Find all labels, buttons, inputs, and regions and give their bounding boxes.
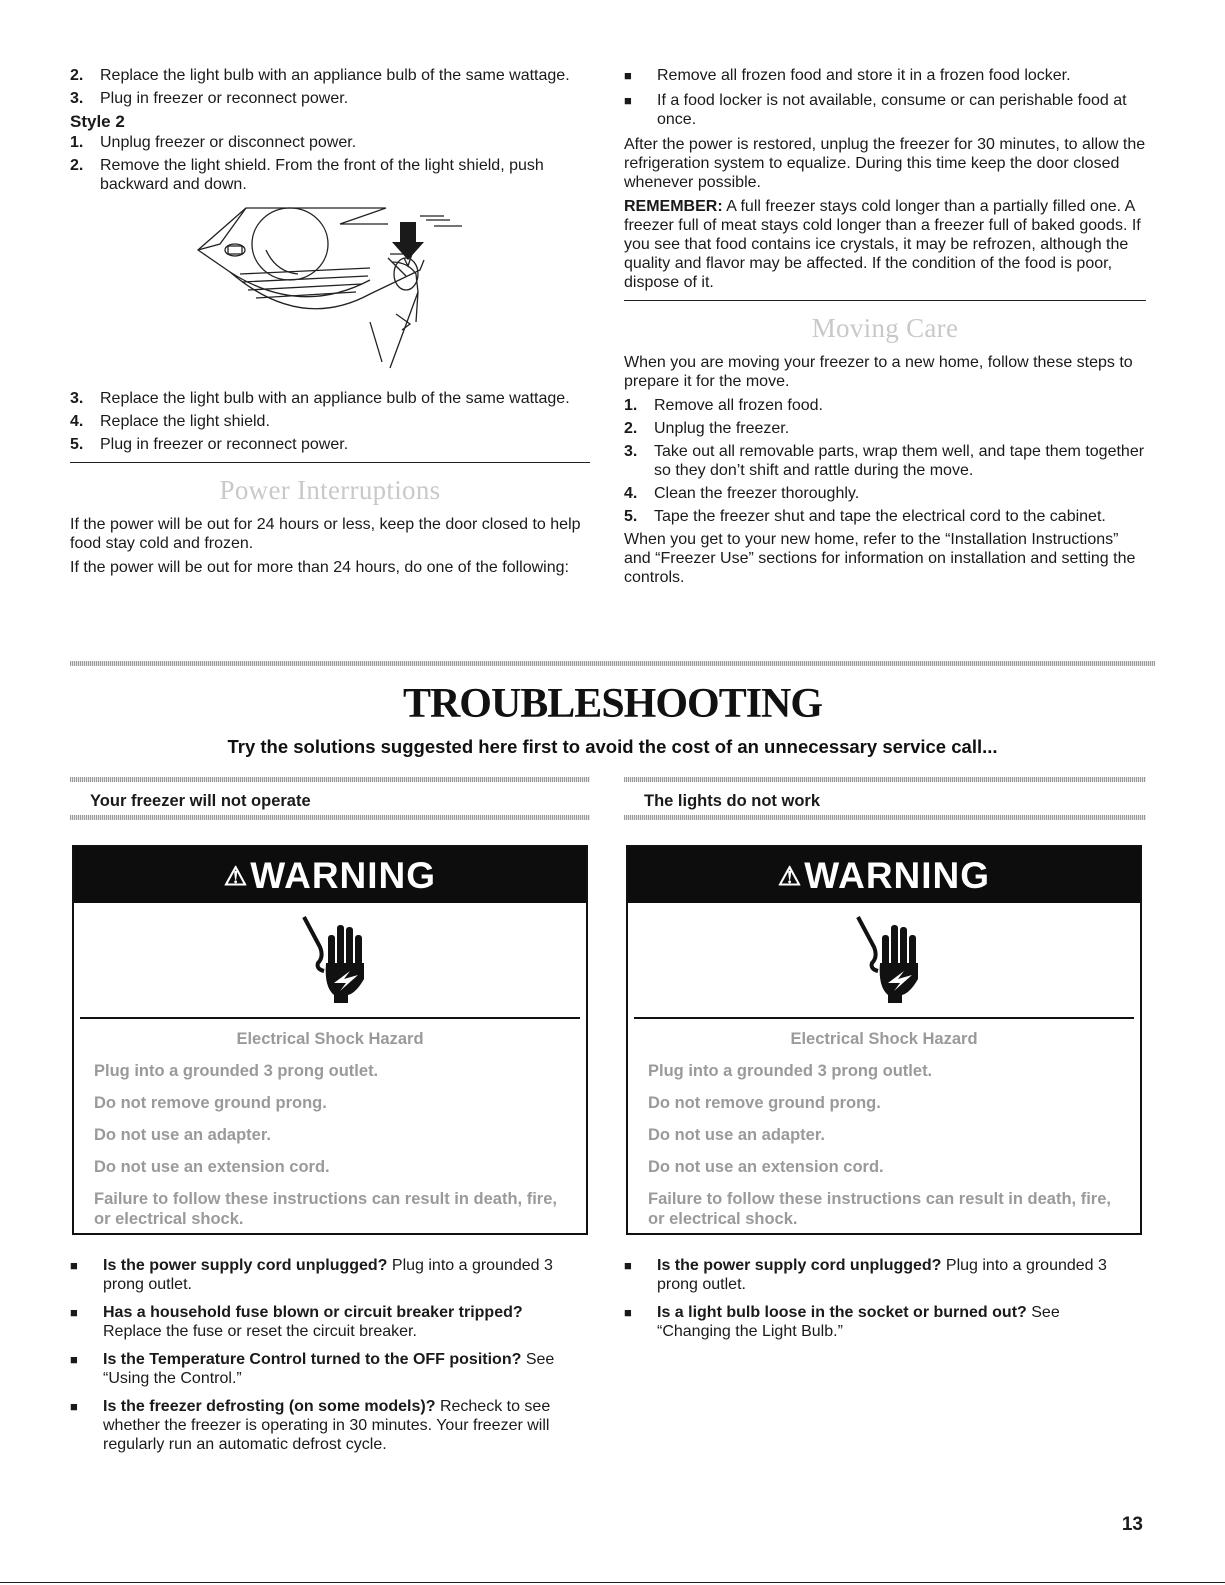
step-item: 1. Unplug freezer or disconnect power. [70,134,357,151]
list-item: ■ Is the power supply cord unplugged? Plug into a grounded 3 prong outlet. [70,1257,553,1293]
power-paragraph: If the power will be out for 24 hours or less, keep the door closed to help food stay cold and frozen. [70,516,581,552]
section-pattern-divider [70,661,1155,666]
issue-heading-left: Your freezer will not operate [90,792,311,810]
warning-line: Plug into a grounded 3 prong outlet. [94,1062,379,1080]
page-subtitle: Try the solutions suggested here first to avoid the cost of an unnecessary service call... [227,736,998,757]
step-item: 4. Replace the light shield. [70,413,270,430]
step-item: 2. Unplug the freezer. [624,420,790,437]
step-item: 1. Remove all frozen food. [624,397,823,414]
right-column [624,66,1146,592]
left-column [70,66,590,582]
list-item: ■ Has a household fuse blown or circuit breaker tripped? Replace the fuse or reset the circuit breaker. [70,1304,523,1340]
light-shield-illustration [70,202,590,374]
page-bottom-rule [0,1582,1225,1583]
moving-care-title: Moving Care [811,313,959,343]
step-item: 2. Remove the light shield. From the front of the light shield, push backward and down. [70,157,544,193]
warning-header: ⚠WARNING [628,847,1140,903]
warning-line: Do not remove ground prong. [648,1094,881,1112]
warning-line: Do not use an extension cord. [648,1158,884,1176]
moving-intro: When you are moving your freezer to a new home, follow these steps to prepare it for the move. [624,354,1133,390]
warning-line: Do not use an extension cord. [94,1158,330,1176]
warning-line: Failure to follow these instructions can result in death, fire, or electrical shock. [94,1190,557,1228]
power-paragraph: If the power will be out for more than 24 hours, do one of the following: [70,559,569,576]
pattern-divider [70,815,590,820]
step-item: 5. Tape the freezer shut and tape the electrical cord to the cabinet. [624,508,1106,525]
pattern-divider [70,777,590,782]
page-number: 13 [1121,1514,1143,1535]
step-item: 3. Replace the light bulb with an appliance bulb of the same wattage. [70,390,570,407]
list-item: ■ Is the power supply cord unplugged? Plug into a grounded 3 prong outlet. [624,1257,1107,1293]
warning-box-left [72,845,588,1235]
step-item: 3. Plug in freezer or reconnect power. [70,90,349,107]
electric-shock-hand-icon [298,913,378,1005]
troubleshoot-list-left [70,1256,560,1463]
page-title: TROUBLESHOOTING [402,681,823,727]
step-item: 4. Clean the freezer thoroughly. [624,485,860,502]
hazard-title: Electrical Shock Hazard [236,1030,424,1048]
step-item: 5. Plug in freezer or reconnect power. [70,436,349,453]
warning-triangle-icon: ⚠ [223,861,249,891]
warning-line: Do not use an adapter. [648,1126,825,1144]
warning-line: Do not remove ground prong. [94,1094,327,1112]
warning-header: ⚠WARNING [74,847,586,903]
step-item: 2. Replace the light bulb with an appliance bulb of the same wattage. [70,67,570,84]
issue-heading-right: The lights do not work [644,792,820,810]
remember-paragraph: REMEMBER: A full freezer stays cold longer than a partially filled one. A freezer full of meat stays cold longer than a freezer full of baked goods. If you see that food contains ice crystals, it may be refrozen, although the quality and flavor may be affected. If the condition of the food is poor, dispose of it. [624,198,1141,291]
warning-text [628,1019,1140,1229]
pattern-divider [624,815,1146,820]
warning-text [74,1019,586,1229]
style1-steps [70,66,590,108]
troubleshoot-list-right [624,1256,1114,1350]
step-item: 3. Take out all removable parts, wrap them well, and tape them together so they don’t shift and rattle during the move. [624,443,1145,479]
pattern-divider [624,777,1146,782]
list-item: ■ Is a light bulb loose in the socket or burned out? See “Changing the Light Bulb.” [624,1304,1060,1340]
hazard-title: Electrical Shock Hazard [790,1030,978,1048]
warning-line: Failure to follow these instructions can result in death, fire, or electrical shock. [648,1190,1111,1228]
power-interruptions-title: Power Interruptions [219,475,441,505]
list-item: ■ Remove all frozen food and store it in a frozen food locker. [624,67,1071,84]
warning-line: Plug into a grounded 3 prong outlet. [648,1062,933,1080]
section-divider [624,300,1146,301]
list-item: ■ Is the freezer defrosting (on some models)? Recheck to see whether the freezer is operating in 30 minutes. Your freezer will regularly run an automatic defrost cycle. [70,1398,551,1453]
warning-box-right [626,845,1142,1235]
warning-triangle-icon: ⚠ [777,861,803,891]
list-item: ■ Is the Temperature Control turned to the OFF position? See “Using the Control.” [70,1351,555,1387]
moving-outro: When you get to your new home, refer to the “Installation Instructions” and “Freezer Use” sections for information on installation and setting the controls. [624,531,1136,586]
list-item: ■ If a food locker is not available, consume or can perishable food at once. [624,92,1127,128]
style2-heading: Style 2 [70,112,125,131]
electric-shock-hand-icon [852,913,932,1005]
after-power-paragraph: After the power is restored, unplug the freezer for 30 minutes, to allow the refrigeration system to equalize. During this time keep the door closed whenever possible. [624,136,1146,191]
section-divider [70,462,590,463]
warning-line: Do not use an adapter. [94,1126,271,1144]
